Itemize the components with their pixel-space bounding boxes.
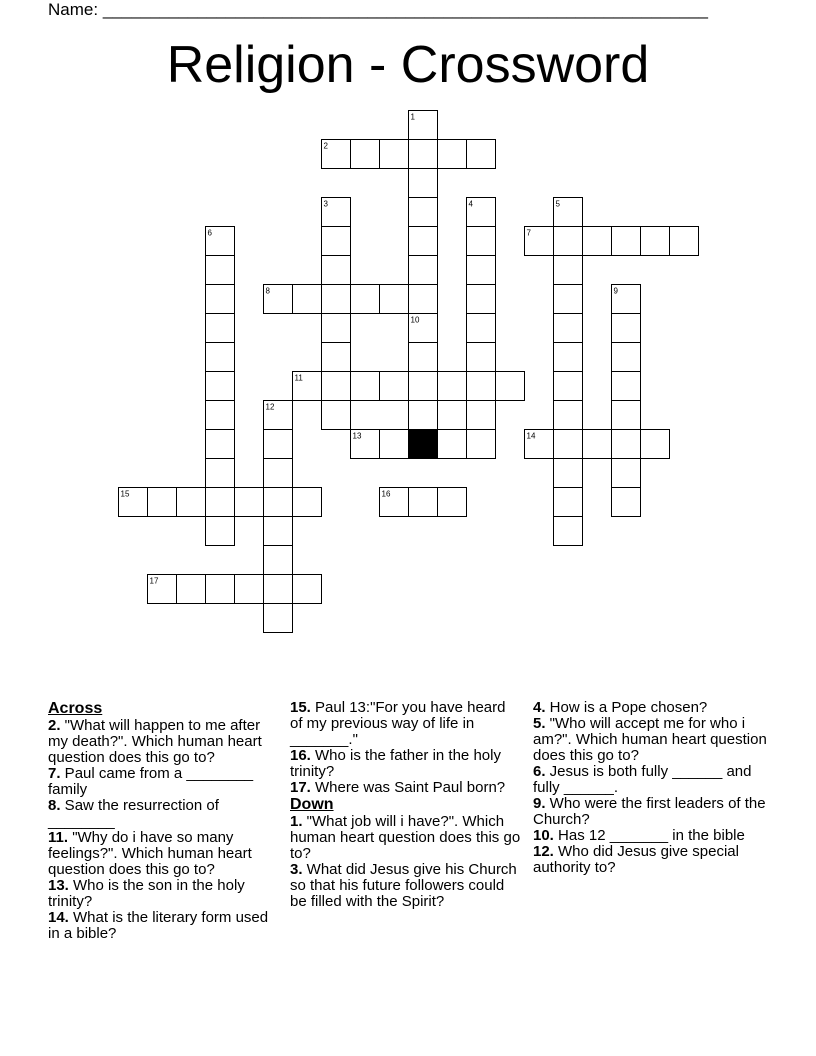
grid-cell[interactable] [264, 575, 293, 604]
across-clue [290, 748, 522, 780]
cell-number: 15 [120, 489, 130, 499]
cell-number: 12 [265, 402, 275, 412]
grid-cell[interactable] [409, 372, 438, 401]
clue-number: 15. [290, 699, 311, 716]
grid-cell[interactable] [322, 401, 351, 430]
cell-number: 10 [410, 315, 420, 325]
grid-cell[interactable] [467, 227, 496, 256]
down-heading: Down [290, 796, 334, 813]
name-blank-line[interactable]: ________________________________________________________________ [102, 0, 708, 19]
grid-cell[interactable] [612, 401, 641, 430]
grid-cell[interactable] [322, 314, 351, 343]
grid-cell[interactable] [264, 430, 293, 459]
grid-cell[interactable] [612, 430, 641, 459]
across-clue [48, 766, 278, 798]
grid-cell[interactable] [467, 343, 496, 372]
across-clue [48, 878, 278, 910]
grid-cell[interactable] [554, 372, 583, 401]
clue-text: "What will happen to me after my death?". Which human heart question does this go to? [48, 717, 262, 766]
clue-column-1 [48, 700, 278, 942]
grid-cell[interactable] [554, 343, 583, 372]
clue-number: 5. [533, 715, 546, 732]
grid-cell[interactable] [612, 314, 641, 343]
grid-cell[interactable] [148, 488, 177, 517]
grid-cell[interactable] [467, 401, 496, 430]
grid-cell[interactable] [409, 198, 438, 227]
grid-cell[interactable] [554, 227, 583, 256]
grid-cell[interactable] [409, 256, 438, 285]
cell-number: 6 [207, 228, 212, 238]
grid-cell[interactable] [612, 227, 641, 256]
grid-cell[interactable] [264, 517, 293, 546]
grid-cell[interactable] [409, 140, 438, 169]
grid-cell[interactable] [554, 430, 583, 459]
clue-number: 11. [48, 829, 69, 846]
across-clue [290, 780, 522, 796]
grid-cell[interactable] [612, 488, 641, 517]
grid-cell[interactable] [554, 459, 583, 488]
grid-cell[interactable] [438, 372, 467, 401]
grid-cell[interactable] [206, 517, 235, 546]
grid-cell[interactable] [235, 488, 264, 517]
grid-cell[interactable] [438, 140, 467, 169]
grid-cell[interactable] [293, 488, 322, 517]
clue-column-3 [533, 700, 767, 876]
grid-cell[interactable] [641, 227, 670, 256]
down-clue [290, 862, 522, 910]
grid-cell[interactable] [235, 575, 264, 604]
clue-number: 17. [290, 779, 311, 796]
clue-text: Saw the resurrection of ________ [48, 797, 219, 830]
grid-cell[interactable] [641, 430, 670, 459]
grid-cell[interactable] [409, 343, 438, 372]
grid-cell[interactable] [554, 314, 583, 343]
grid-cell[interactable] [322, 256, 351, 285]
clue-column-2 [290, 700, 522, 910]
grid-cell[interactable] [554, 517, 583, 546]
cell-number: 1 [410, 112, 415, 122]
clue-number: 3. [290, 861, 303, 878]
grid-cell[interactable] [177, 575, 206, 604]
clue-text: Where was Saint Paul born? [310, 779, 506, 796]
grid-cell[interactable] [438, 430, 467, 459]
grid-cell[interactable] [380, 140, 409, 169]
grid-cell[interactable] [467, 314, 496, 343]
grid-cell[interactable] [322, 372, 351, 401]
grid-cell[interactable] [264, 488, 293, 517]
clue-number: 2. [48, 717, 61, 734]
grid-cell[interactable] [554, 256, 583, 285]
clue-text: "Why do i have so many feelings?". Which human heart question does this go to? [48, 829, 252, 878]
grid-cell[interactable] [206, 401, 235, 430]
grid-cell[interactable] [177, 488, 206, 517]
grid-cell[interactable] [409, 285, 438, 314]
across-clue [48, 910, 278, 942]
grid-cell[interactable] [322, 285, 351, 314]
grid-cell[interactable] [206, 575, 235, 604]
cell-number: 9 [613, 286, 618, 296]
cell-number: 11 [294, 373, 303, 383]
clue-number: 12. [533, 843, 554, 860]
grid-cell[interactable] [612, 343, 641, 372]
cell-number: 7 [526, 228, 531, 238]
grid-cell[interactable] [206, 285, 235, 314]
grid-cell[interactable] [496, 372, 525, 401]
grid-cell[interactable] [467, 372, 496, 401]
grid-cell[interactable] [322, 343, 351, 372]
grid-cell[interactable] [612, 372, 641, 401]
clue-text: What did Jesus give his Church so that his future followers could be filled with the Spirit? [290, 861, 517, 910]
clue-number: 9. [533, 795, 546, 812]
across-clue [48, 798, 278, 830]
cell-number: 4 [468, 199, 473, 209]
grid-cell[interactable] [554, 488, 583, 517]
grid-cell[interactable] [206, 372, 235, 401]
down-clue [290, 814, 522, 862]
cell-number: 8 [265, 286, 270, 296]
grid-cell[interactable] [293, 575, 322, 604]
grid-cell[interactable] [351, 140, 380, 169]
grid-cell[interactable] [206, 488, 235, 517]
clue-text: Has 12 _______ in the bible [553, 827, 745, 844]
cell-number: 16 [381, 489, 391, 499]
grid-cell[interactable] [612, 459, 641, 488]
down-clue [533, 700, 767, 716]
grid-cell[interactable] [467, 256, 496, 285]
grid-cell[interactable] [467, 140, 496, 169]
name-label: Name: [48, 0, 99, 19]
grid-cell[interactable] [293, 285, 322, 314]
grid-cell[interactable] [206, 343, 235, 372]
clue-text: Who did Jesus give special authority to? [533, 843, 739, 876]
grid-cell[interactable] [264, 604, 293, 633]
grid-cell[interactable] [380, 372, 409, 401]
cell-number: 17 [149, 576, 159, 586]
across-clue [290, 700, 522, 748]
cell-number: 14 [526, 431, 536, 441]
grid-cell[interactable] [351, 372, 380, 401]
grid-cell[interactable] [409, 401, 438, 430]
clue-text: Who is the son in the holy trinity? [48, 877, 245, 910]
cell-number: 13 [352, 431, 362, 441]
grid-cell[interactable] [206, 459, 235, 488]
grid-cell[interactable] [380, 285, 409, 314]
down-clue [533, 844, 767, 876]
grid-cell[interactable] [380, 430, 409, 459]
clue-text: "Who will accept me for who i am?". Which human heart question does this go to? [533, 715, 767, 764]
grid-cell[interactable] [264, 546, 293, 575]
grid-cell[interactable] [264, 459, 293, 488]
clue-number: 10. [533, 827, 554, 844]
clue-text: Who is the father in the holy trinity? [290, 747, 501, 780]
grid-cell[interactable] [554, 285, 583, 314]
grid-cell[interactable] [206, 256, 235, 285]
grid-cell[interactable] [351, 285, 380, 314]
across-clue [48, 718, 278, 766]
cell-number: 5 [555, 199, 560, 209]
across-clue [48, 830, 278, 878]
clue-number: 6. [533, 763, 546, 780]
clue-number: 1. [290, 813, 303, 830]
grid-cell[interactable] [467, 285, 496, 314]
across-heading: Across [48, 700, 103, 717]
grid-cell[interactable] [409, 488, 438, 517]
grid-cell[interactable] [583, 227, 612, 256]
cell-number: 2 [323, 141, 328, 151]
clue-number: 8. [48, 797, 61, 814]
down-clue [533, 716, 767, 764]
clue-text: Paul 13:"For you have heard of my previous way of life in _______." [290, 699, 506, 748]
clue-number: 13. [48, 877, 69, 894]
blocked-cell [409, 430, 438, 459]
clue-number: 7. [48, 765, 61, 782]
clue-text: "What job will i have?". Which human heart question does this go to? [290, 813, 521, 862]
clue-number: 4. [533, 699, 546, 716]
clue-text: What is the literary form used in a bible? [48, 909, 269, 942]
clue-number: 14. [48, 909, 69, 926]
cell-number: 3 [323, 199, 328, 209]
grid-cell[interactable] [438, 488, 467, 517]
down-clue [533, 764, 767, 796]
page-title: Religion - Crossword [166, 36, 650, 94]
clue-text: How is a Pope chosen? [545, 699, 708, 716]
grid-cell[interactable] [554, 401, 583, 430]
grid-cell[interactable] [409, 227, 438, 256]
clue-text: Jesus is both fully ______ and fully ______. [533, 763, 752, 796]
grid-cell[interactable] [206, 314, 235, 343]
down-clue [533, 796, 767, 828]
grid-cell[interactable] [583, 430, 612, 459]
clue-number: 16. [290, 747, 311, 764]
clue-text: Paul came from a ________ family [48, 765, 254, 798]
clue-text: Who were the first leaders of the Church? [533, 795, 766, 828]
grid-cell[interactable] [670, 227, 699, 256]
grid-cell[interactable] [409, 169, 438, 198]
down-clue [533, 828, 767, 844]
grid-cell[interactable] [322, 227, 351, 256]
grid-cell[interactable] [467, 430, 496, 459]
grid-cell[interactable] [206, 430, 235, 459]
